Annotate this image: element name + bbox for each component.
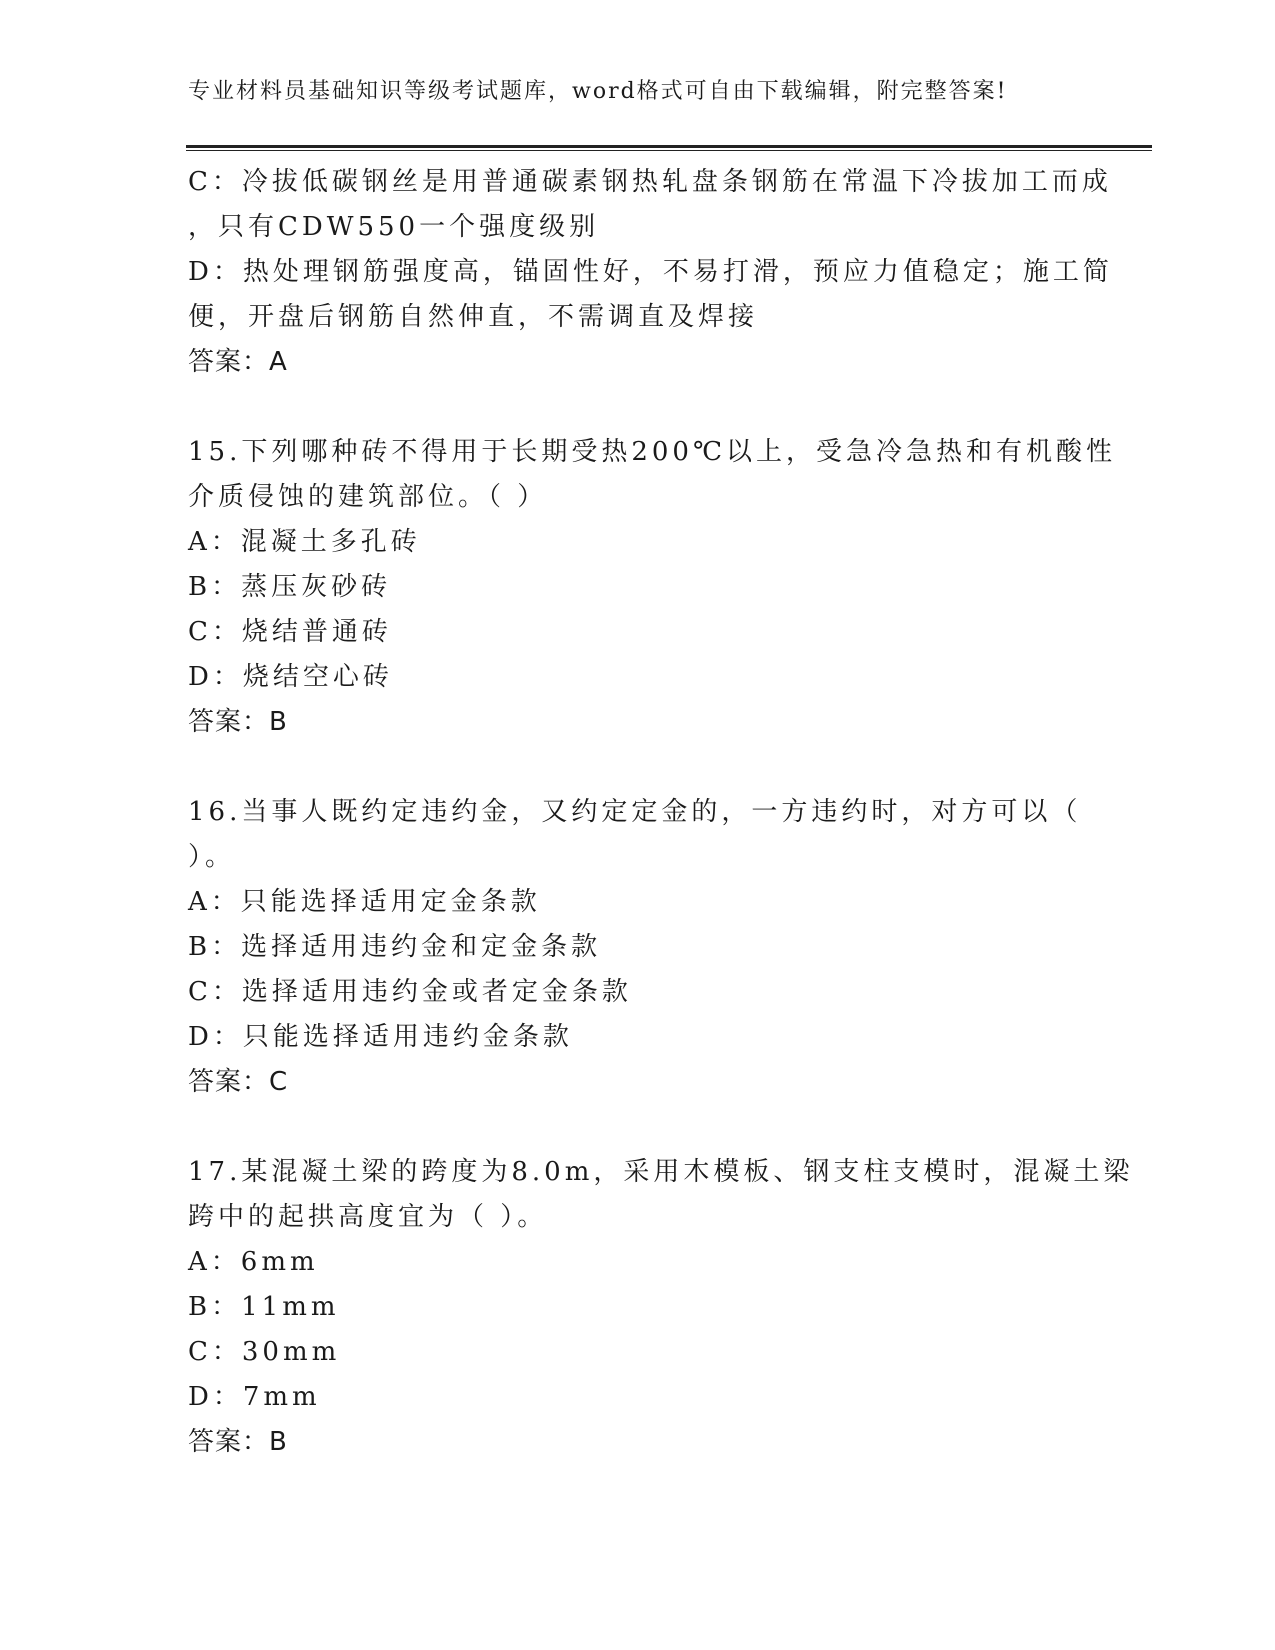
spacer — [188, 1105, 1088, 1150]
answer-line: 答案：A — [188, 347, 288, 377]
question-stem: 介质侵蚀的建筑部位。（ ） — [188, 482, 548, 512]
option-line: ，只有CDW550一个强度级别 — [188, 212, 600, 242]
option-c: C：30mm — [188, 1337, 341, 1367]
spacer — [188, 745, 1088, 790]
option-line: C：冷拔低碳钢丝是用普通碳素钢热轧盘条钢筋在常温下冷拔加工而成 — [188, 167, 1112, 197]
question-stem: 17.某混凝土梁的跨度为8.0m，采用木模板、钢支柱支模时，混凝土梁 — [188, 1157, 1134, 1187]
option-b: B：蒸压灰砂砖 — [188, 572, 392, 602]
previous-question-continuation — [188, 160, 1113, 385]
option-line: 便，开盘后钢筋自然伸直，不需调直及焊接 — [188, 302, 759, 332]
document-body — [188, 160, 1134, 1465]
question-stem: 16.当事人既约定违约金，又约定定金的，一方违约时，对方可以（ — [188, 797, 1082, 827]
question-stem: 跨中的起拱高度宜为（ ）。 — [188, 1202, 548, 1232]
header-divider — [186, 145, 1152, 151]
question-stem: 15.下列哪种砖不得用于长期受热200℃以上，受急冷急热和有机酸性 — [188, 437, 1117, 467]
option-c: C：选择适用违约金或者定金条款 — [188, 977, 632, 1007]
question-stem: ）。 — [188, 842, 236, 872]
option-a: A：只能选择适用定金条款 — [188, 887, 541, 917]
option-d: D：只能选择适用违约金条款 — [188, 1022, 573, 1052]
option-line: D：热处理钢筋强度高，锚固性好，不易打滑，预应力值稳定；施工简 — [188, 257, 1113, 287]
question-16 — [188, 790, 1088, 1105]
option-c: C：烧结普通砖 — [188, 617, 392, 647]
option-d: D：烧结空心砖 — [188, 662, 393, 692]
option-b: B：选择适用违约金和定金条款 — [188, 932, 602, 962]
option-b: B：11mm — [188, 1292, 340, 1322]
answer-line: 答案：B — [188, 707, 288, 737]
question-15 — [188, 430, 1117, 745]
option-a: A：混凝土多孔砖 — [188, 527, 421, 557]
option-d: D：7mm — [188, 1382, 321, 1412]
answer-line: 答案：B — [188, 1427, 288, 1457]
question-17 — [188, 1150, 1134, 1465]
answer-line: 答案：C — [188, 1067, 289, 1097]
page-header: 专业材料员基础知识等级考试题库，word格式可自由下载编辑，附完整答案! — [188, 79, 1008, 104]
spacer — [188, 385, 1088, 430]
option-a: A：6mm — [188, 1247, 319, 1277]
